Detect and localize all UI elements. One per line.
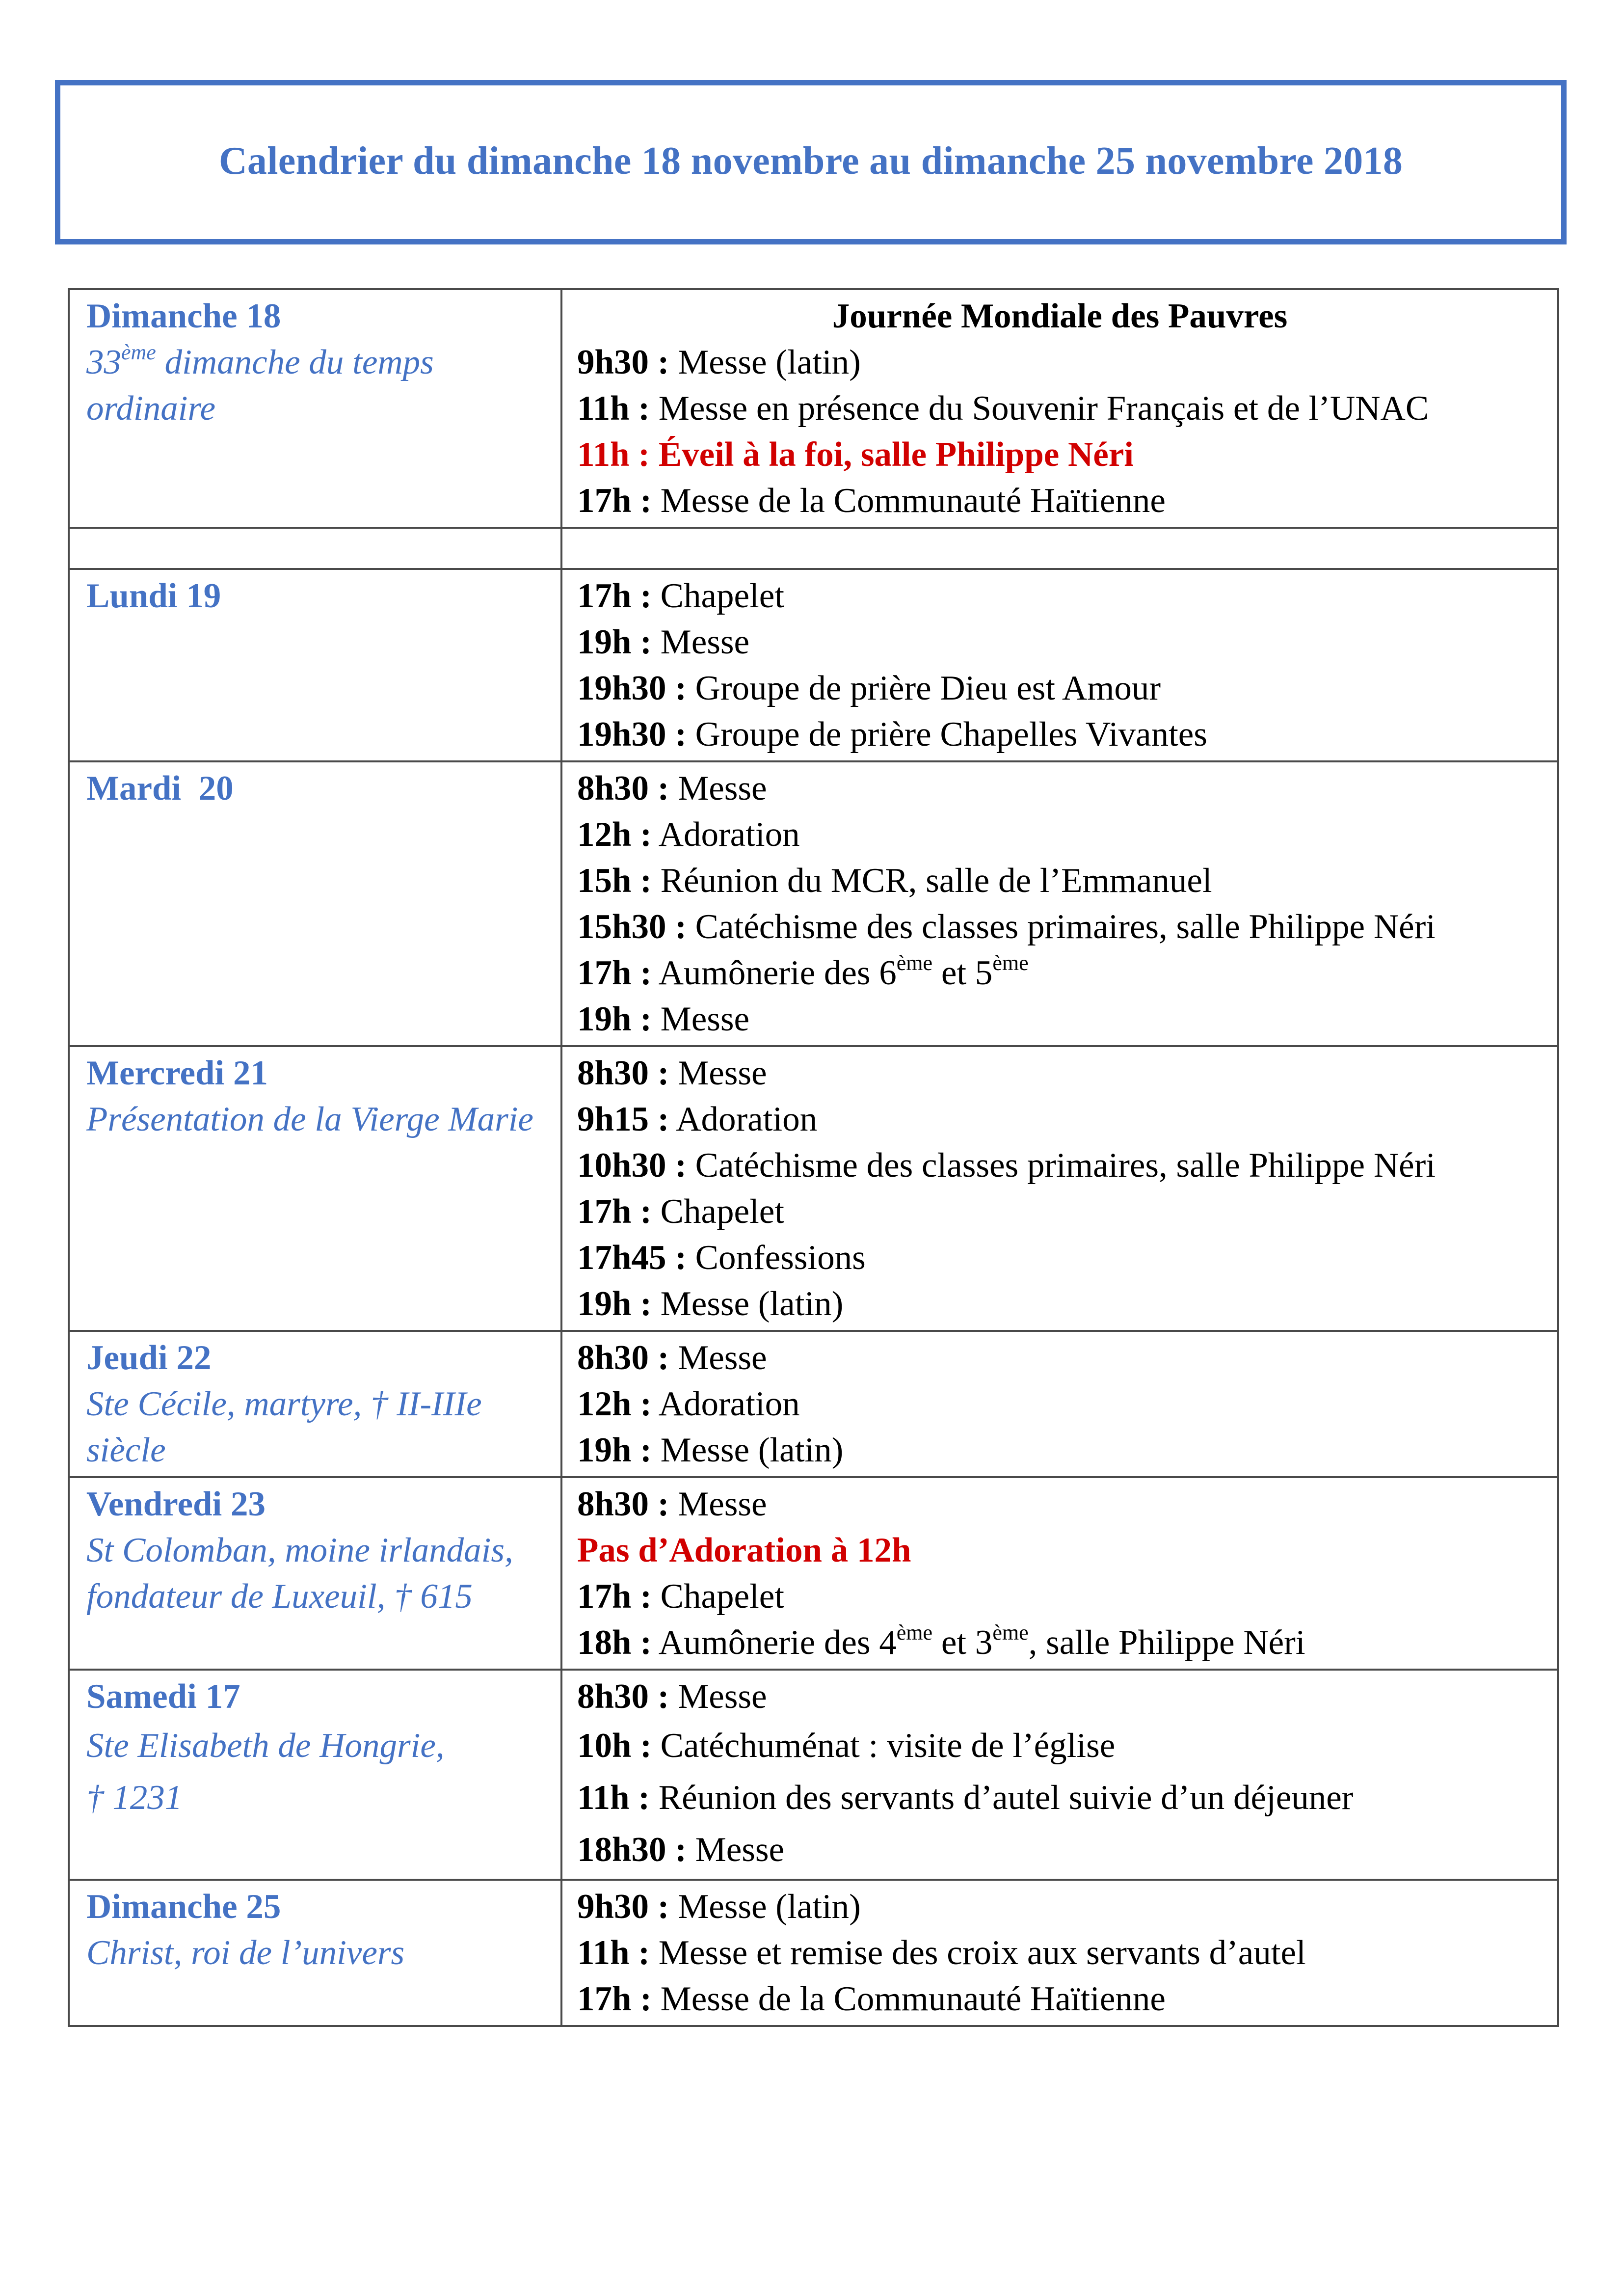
event-line: 11h : Messe et remise des croix aux servants d’autel: [577, 1934, 1306, 1972]
feast-name: † 1231: [86, 1779, 183, 1817]
table-row: [69, 1331, 1558, 1477]
feast-name: Ste Elisabeth de Hongrie,: [86, 1727, 445, 1765]
table-row: [69, 1880, 1558, 2026]
table-row: [69, 1477, 1558, 1670]
event-line: 19h30 : Groupe de prière Dieu est Amour: [577, 669, 1161, 707]
event-line: 8h30 : Messe: [577, 1485, 767, 1523]
event-line: 17h : Chapelet: [577, 577, 784, 615]
feast-name: Présentation de la Vierge Marie: [86, 1100, 533, 1138]
event-line: 18h30 : Messe: [577, 1831, 785, 1869]
event-line: 11h : Messe en présence du Souvenir Français et de l’UNAC: [577, 389, 1429, 428]
event-line: 19h : Messe (latin): [577, 1431, 844, 1469]
calendar-table: [68, 288, 1559, 2027]
day-cell: [69, 1331, 561, 1477]
event-line: 9h30 : Messe (latin): [577, 1888, 861, 1926]
day-name: Mardi 20: [86, 769, 234, 808]
events-cell: [561, 289, 1558, 528]
day-name: Samedi 17: [86, 1677, 240, 1716]
feast-name: St Colomban, moine irlandais, fondateur de Luxeuil, † 615: [86, 1531, 513, 1616]
day-cell: [69, 1477, 561, 1670]
event-line: 9h30 : Messe (latin): [577, 343, 861, 381]
feast-name: 33ème dimanche du temps ordinaire: [86, 340, 434, 428]
day-name: Vendredi 23: [86, 1485, 266, 1523]
event-line: 17h : Chapelet: [577, 1192, 784, 1231]
day-cell: [69, 1046, 561, 1331]
day-heading: Journée Mondiale des Pauvres: [832, 297, 1288, 335]
event-line-highlight: Pas d’Adoration à 12h: [577, 1531, 911, 1569]
empty-cell: [69, 528, 561, 569]
event-line: 17h : Chapelet: [577, 1577, 784, 1616]
day-cell: [69, 569, 561, 761]
day-cell: [69, 761, 561, 1046]
events-cell: [561, 569, 1558, 761]
events-cell: [561, 1331, 1558, 1477]
event-line: 11h : Réunion des servants d’autel suivie d’un déjeuner: [577, 1779, 1354, 1817]
event-line: 15h30 : Catéchisme des classes primaires, salle Philippe Néri: [577, 908, 1436, 946]
day-name: Lundi 19: [86, 577, 221, 615]
event-line: 10h : Catéchuménat : visite de l’église: [577, 1727, 1116, 1765]
events-cell: [561, 1046, 1558, 1331]
day-cell: [69, 1670, 561, 1880]
title-box: [55, 80, 1567, 244]
events-cell: [561, 1880, 1558, 2026]
page-title: Calendrier du dimanche 18 novembre au dimanche 25 novembre 2018: [218, 139, 1403, 183]
day-cell: [69, 289, 561, 528]
event-line: 17h : Aumônerie des 6ème et 5ème: [577, 951, 1029, 992]
event-line: 12h : Adoration: [577, 815, 800, 854]
events-cell: [561, 1670, 1558, 1880]
day-name: Dimanche 25: [86, 1888, 281, 1926]
day-name: Jeudi 22: [86, 1339, 212, 1377]
event-line: 8h30 : Messe: [577, 1677, 767, 1716]
table-row: [69, 1046, 1558, 1331]
event-line-highlight: 11h : Éveil à la foi, salle Philippe Néri: [577, 435, 1134, 474]
empty-cell: [561, 528, 1558, 569]
event-line: 9h15 : Adoration: [577, 1100, 818, 1138]
event-line: 12h : Adoration: [577, 1385, 800, 1423]
event-line: 10h30 : Catéchisme des classes primaires, salle Philippe Néri: [577, 1146, 1436, 1185]
event-line: 17h : Messe de la Communauté Haïtienne: [577, 482, 1166, 520]
event-line: 15h : Réunion du MCR, salle de l’Emmanuel: [577, 862, 1212, 900]
empty-row: [69, 528, 1558, 569]
table-row: [69, 289, 1558, 528]
event-line: 17h45 : Confessions: [577, 1239, 866, 1277]
day-name: Mercredi 21: [86, 1054, 268, 1092]
table-row: [69, 569, 1558, 761]
day-name: Dimanche 18: [86, 297, 281, 335]
event-line: 19h30 : Groupe de prière Chapelles Vivantes: [577, 715, 1207, 754]
event-line: 8h30 : Messe: [577, 769, 767, 808]
feast-name: Christ, roi de l’univers: [86, 1934, 405, 1972]
table-row: [69, 761, 1558, 1046]
event-line: 18h : Aumônerie des 4ème et 3ème, salle Philippe Néri: [577, 1621, 1305, 1662]
event-line: 19h : Messe: [577, 623, 750, 661]
events-cell: [561, 761, 1558, 1046]
event-line: 17h : Messe de la Communauté Haïtienne: [577, 1980, 1166, 2018]
event-line: 8h30 : Messe: [577, 1339, 767, 1377]
day-cell: [69, 1880, 561, 2026]
event-line: 19h : Messe (latin): [577, 1285, 844, 1323]
feast-name: Ste Cécile, martyre, † II-IIIe siècle: [86, 1385, 482, 1469]
table-row: [69, 1670, 1558, 1880]
event-line: 8h30 : Messe: [577, 1054, 767, 1092]
events-cell: [561, 1477, 1558, 1670]
event-line: 19h : Messe: [577, 1000, 750, 1038]
